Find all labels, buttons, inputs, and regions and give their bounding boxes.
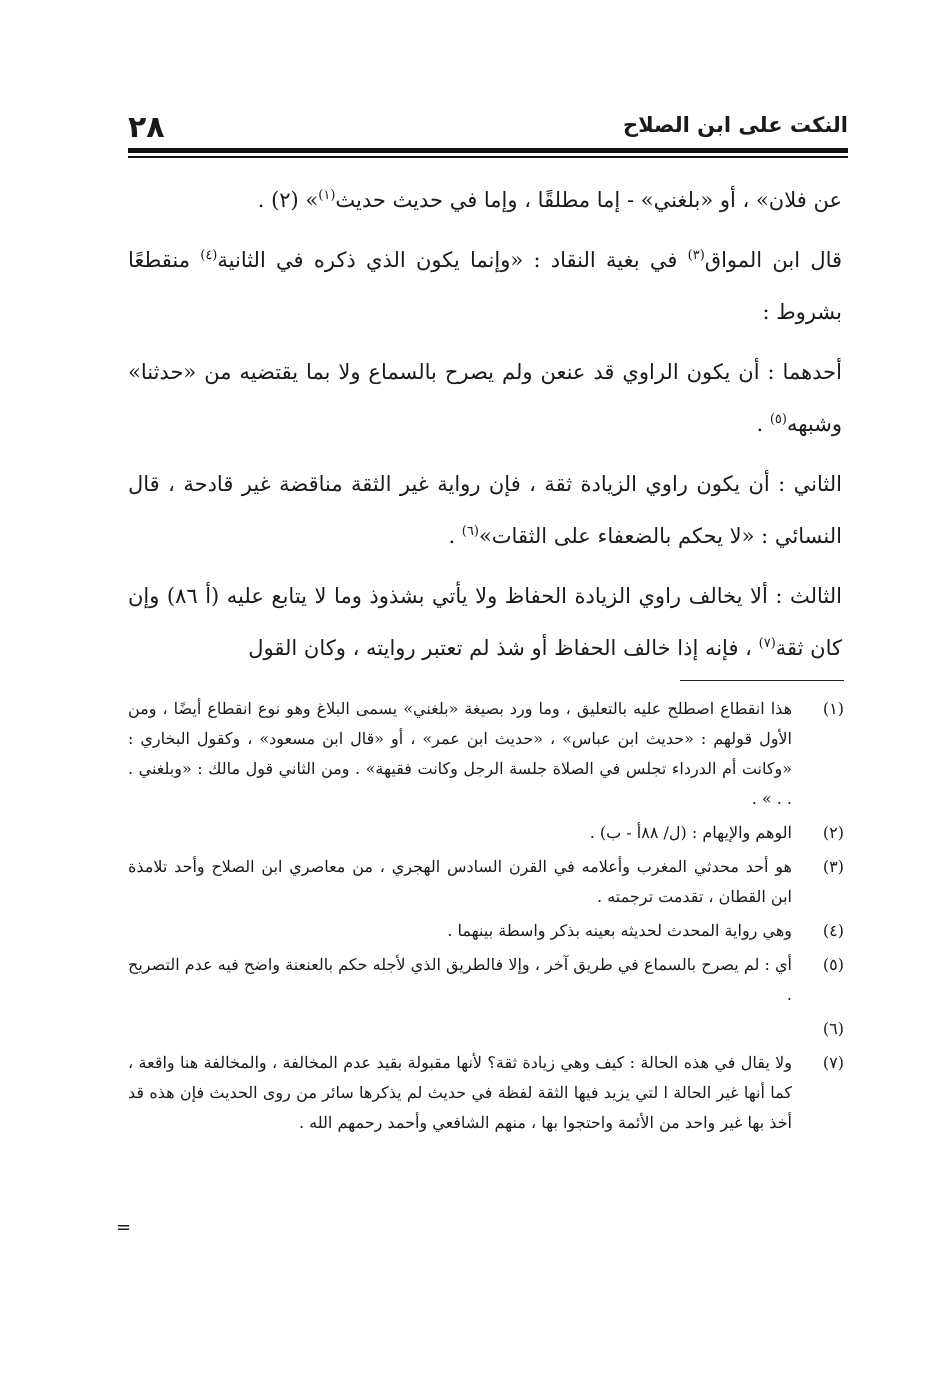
paragraph: قال ابن المواق$^{(٣)}$ في بغية النقاد : «وإنما يكون الذي ذكره في الثانية$^{(٤)}$ منقطعًا بشروط : (128, 248, 843, 324)
footnote-text: هذا انقطاع اصطلح عليه بالتعليق ، وما ورد بصيغة «بلغني» يسمى البلاغ وهو نوع انقطاع أيضًا ، ومن الأول قولهم : «حديث ابن عباس» ، «حديث ابن عمر» ، أو «قال ابن مسعود» ، وكقول البخاري : «وكانت أم الدرداء تجلس في الصلاة جلسة الرجل وكانت فقيهة» . ومن الثاني قول مالك : «وبلغني . . . » . (128, 699, 793, 808)
header-rule-thin (128, 156, 848, 158)
footnote-number: (١) (822, 699, 844, 718)
footnote-number: (٣) (822, 857, 844, 876)
running-title: النكت على ابن الصلاح (622, 113, 848, 137)
footnote (128, 818, 844, 848)
footnote-text: وهي رواية المحدث لحديثه بعينه بذكر واسطة بينهما . (447, 921, 792, 940)
footnote-text: أي : لم يصرح بالسماع في طريق آخر ، وإلا فالطريق الذي لأجله حكم بالعنعنة واضح فيه عدم التصريح . (128, 955, 792, 1004)
footnote-number: (٤) (822, 921, 844, 940)
footnote-text: هو أحد محدثي المغرب وأعلامه في القرن السادس الهجري ، من معاصري ابن الصلاح وأحد تلامذة ابن القطان ، تقدمت ترجمته . (128, 857, 792, 906)
paragraph: الثالث : ألا يخالف راوي الزيادة الحفاظ ولا يأتي بشذوذ وما لا يتابع عليه (أ ٨٦) وإن كان ثقة$^{(٧)}$ ، فإنه إذا خالف الحفاظ أو شذ لم تعتبر روايته ، وكان القول (128, 584, 842, 660)
footnote-number: (٦) (822, 1019, 844, 1038)
footnote-text (787, 1019, 792, 1038)
main-text (128, 174, 842, 682)
paragraph: الثاني : أن يكون راوي الزيادة ثقة ، فإن رواية غير الثقة مناقضة غير قادحة ، قال النسائي : «لا يحكم بالضعفاء على الثقات»$^{(٦)}$ . (128, 472, 842, 548)
footnote-text: الوهم والإيهام : (ل/ ٨٨أ - ب) . (589, 823, 792, 842)
footnotes (128, 694, 844, 1142)
footnote (128, 852, 844, 912)
footnote (128, 1014, 844, 1044)
header-rule-thick (128, 148, 848, 153)
page-number: ٢٨ (128, 110, 165, 145)
footnote-text: ولا يقال في هذه الحالة : كيف وهي زيادة ثقة؟ لأنها مقبولة بقيد عدم المخالفة ، والمخالفة هنا واقعة ، كما أنها غير الحالة ا لتي يزيد فيها الثقة لفظة في حديث لم يذكرها سائر من روى الحديث فإن هذه قد أخذ بها غير واحد من الأئمة واحتجوا بها ، منهم الشافعي وأحمد رحمهم الله . (128, 1053, 793, 1132)
footnote-number: (٢) (822, 823, 844, 842)
page-header (128, 104, 848, 148)
footnote-number: (٧) (822, 1053, 844, 1072)
footnote-separator (680, 680, 844, 681)
footnote (128, 694, 844, 814)
paragraph: عن فلان» ، أو «بلغني» - إما مطلقًا ، وإما في حديث حديث$^{(١)}$» (٢) . (257, 188, 842, 212)
continuation-mark: = (116, 1217, 132, 1238)
footnote (128, 950, 844, 1010)
footnote (128, 916, 844, 946)
paragraph: أحدهما : أن يكون الراوي قد عنعن ولم يصرح بالسماع ولا بما يقتضيه من «حدثنا» وشبهه$^{(٥)}$ . (128, 360, 842, 436)
footnote-number: (٥) (822, 955, 844, 974)
footnote (128, 1048, 844, 1138)
